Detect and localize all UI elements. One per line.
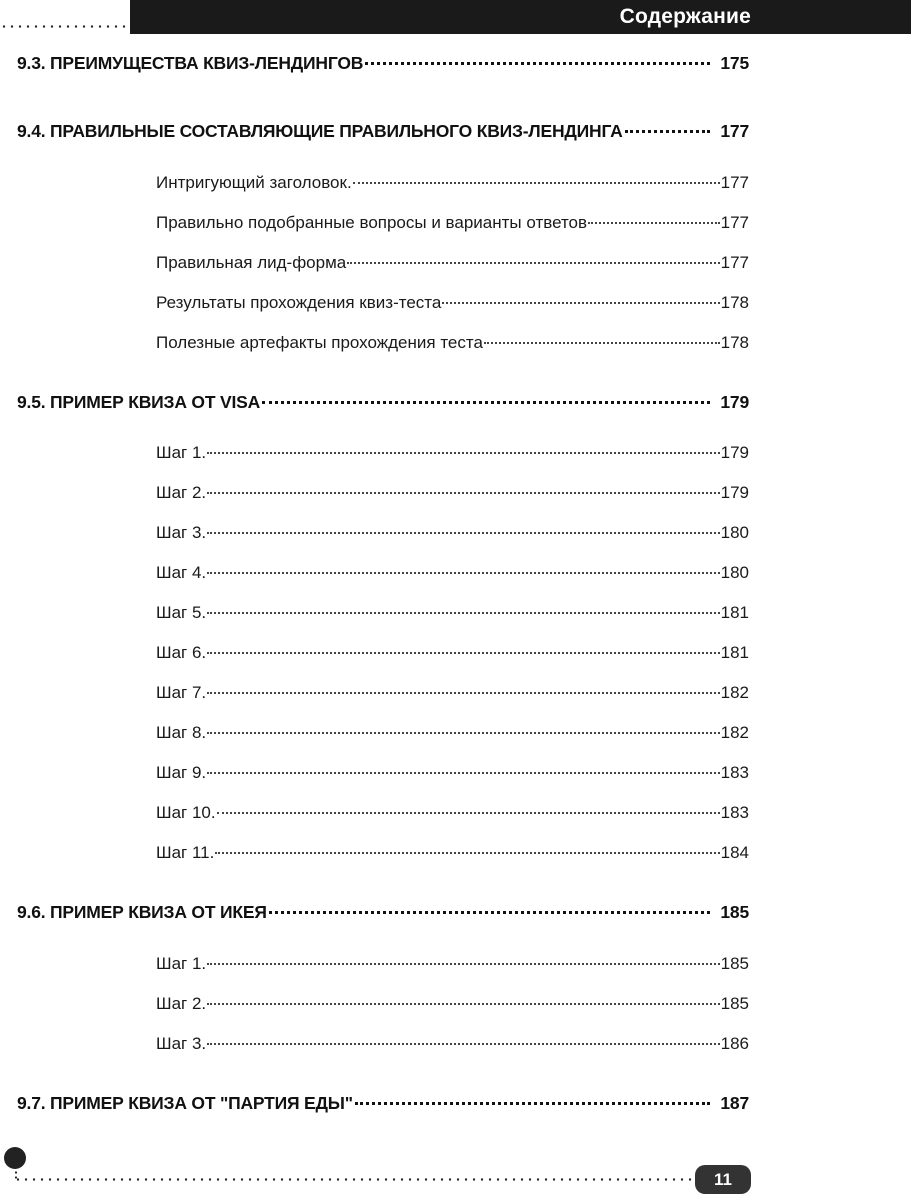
toc-subsection-entry[interactable] xyxy=(156,563,749,583)
toc-entry-page: 184 xyxy=(720,843,749,862)
toc-dot-leader xyxy=(207,732,719,734)
toc-entry-page: 183 xyxy=(720,763,749,782)
toc-dot-leader xyxy=(262,401,710,404)
toc-dot-leader xyxy=(269,911,711,914)
toc-entry-page: 183 xyxy=(720,803,749,822)
toc-entry-page: 179 xyxy=(720,483,749,502)
toc-subsection-entry[interactable] xyxy=(156,803,749,823)
toc-subsection-entry[interactable] xyxy=(156,603,749,623)
toc-dot-leader xyxy=(207,1043,719,1045)
toc-subsection-entry[interactable] xyxy=(156,173,749,193)
toc-subsection-entry[interactable] xyxy=(156,293,749,313)
toc-entry-title: Шаг 3. xyxy=(156,523,207,542)
toc-dot-leader xyxy=(347,262,719,264)
toc-dot-leader xyxy=(207,652,719,654)
toc-entry-title: Правильная лид-форма xyxy=(156,253,347,272)
toc-entry-title: Шаг 8. xyxy=(156,723,207,742)
toc-subsection-entry[interactable] xyxy=(156,843,749,863)
page-number-badge: 11 xyxy=(695,1165,751,1194)
toc-entry-page: 177 xyxy=(720,213,749,232)
toc-subsection-entry[interactable] xyxy=(156,333,749,353)
toc-section-entry[interactable] xyxy=(17,53,749,74)
toc-dot-leader xyxy=(207,963,719,965)
toc-entry-page: 186 xyxy=(720,1034,749,1053)
toc-entry-title: Шаг 1. xyxy=(156,954,207,973)
toc-entry-title: Шаг 1. xyxy=(156,443,207,462)
toc-dot-leader xyxy=(207,532,719,534)
toc-entry-title: Правильно подобранные вопросы и варианты ответов xyxy=(156,213,588,232)
toc-subsection-entry[interactable] xyxy=(156,683,749,703)
toc-dot-leader xyxy=(207,452,719,454)
toc-entry-title: Шаг 5. xyxy=(156,603,207,622)
toc-entry-page: 182 xyxy=(720,723,749,742)
toc-entry-page: 175 xyxy=(720,53,749,73)
toc-dot-leader xyxy=(355,1102,711,1105)
toc-section-entry[interactable] xyxy=(17,1093,749,1114)
toc-entry-page: 179 xyxy=(720,392,749,412)
toc-entry-page: 179 xyxy=(720,443,749,462)
toc-dot-leader xyxy=(207,492,719,494)
toc-entry-page: 180 xyxy=(720,523,749,542)
toc-section-entry[interactable] xyxy=(17,392,749,413)
footer-dotted-rule xyxy=(14,1178,704,1181)
toc-entry-title: Шаг 9. xyxy=(156,763,207,782)
toc-section-entry[interactable] xyxy=(17,902,749,923)
toc-dot-leader xyxy=(207,692,719,694)
toc-entry-title: Шаг 6. xyxy=(156,643,207,662)
toc-dot-leader xyxy=(625,130,711,133)
toc-entry-page: 185 xyxy=(720,902,749,922)
toc-section-entry[interactable] xyxy=(17,121,749,142)
toc-entry-page: 178 xyxy=(720,293,749,312)
toc-entry-page: 177 xyxy=(720,173,749,192)
toc-entry-title: 9.5. ПРИМЕР КВИЗА ОТ VISA xyxy=(17,392,261,412)
toc-entry-title: Шаг 2. xyxy=(156,483,207,502)
toc-dot-leader xyxy=(588,222,720,224)
toc-entry-page: 185 xyxy=(720,954,749,973)
toc-dot-leader xyxy=(217,812,720,814)
toc-dot-leader xyxy=(207,772,719,774)
toc-subsection-entry[interactable] xyxy=(156,1034,749,1054)
toc-dot-leader xyxy=(484,342,720,344)
toc-subsection-entry[interactable] xyxy=(156,954,749,974)
toc-entry-title: 9.3. ПРЕИМУЩЕСТВА КВИЗ-ЛЕНДИНГОВ xyxy=(17,53,364,73)
toc-dot-leader xyxy=(442,302,719,304)
toc-entry-title: Полезные артефакты прохождения теста xyxy=(156,333,483,352)
toc-subsection-entry[interactable] xyxy=(156,253,749,273)
toc-entry-page: 181 xyxy=(720,643,749,662)
toc-entry-page: 185 xyxy=(720,994,749,1013)
toc-entry-title: 9.7. ПРИМЕР КВИЗА ОТ "ПАРТИЯ ЕДЫ" xyxy=(17,1093,353,1113)
toc-dot-leader xyxy=(365,62,710,65)
toc-dot-leader xyxy=(207,1003,719,1005)
toc-entry-title: 9.4. ПРАВИЛЬНЫЕ СОСТАВЛЯЮЩИЕ ПРАВИЛЬНОГО КВИЗ-ЛЕНДИНГА xyxy=(17,121,623,141)
toc-entry-page: 182 xyxy=(720,683,749,702)
toc-entry-title: Шаг 3. xyxy=(156,1034,207,1053)
toc-dot-leader xyxy=(207,572,719,574)
toc-subsection-entry[interactable] xyxy=(156,443,749,463)
toc-entry-title: 9.6. ПРИМЕР КВИЗА ОТ ИКЕЯ xyxy=(17,902,267,922)
toc-dot-leader xyxy=(207,612,719,614)
toc-entry-page: 177 xyxy=(720,253,749,272)
toc-subsection-entry[interactable] xyxy=(156,483,749,503)
toc-entry-title: Шаг 10. xyxy=(156,803,216,822)
toc-subsection-entry[interactable] xyxy=(156,723,749,743)
toc-entry-page: 181 xyxy=(720,603,749,622)
toc-entry-title: Шаг 7. xyxy=(156,683,207,702)
toc-subsection-entry[interactable] xyxy=(156,523,749,543)
toc-dot-leader xyxy=(353,182,720,184)
toc-entry-title: Результаты прохождения квиз-теста xyxy=(156,293,442,312)
toc-entry-title: Шаг 4. xyxy=(156,563,207,582)
toc-entry-page: 180 xyxy=(720,563,749,582)
toc-subsection-entry[interactable] xyxy=(156,763,749,783)
toc-entry-page: 187 xyxy=(720,1093,749,1113)
toc-entry-page: 177 xyxy=(720,121,749,141)
toc-dot-leader xyxy=(215,852,719,854)
toc-entry-title: Шаг 2. xyxy=(156,994,207,1013)
toc-subsection-entry[interactable] xyxy=(156,213,749,233)
toc-subsection-entry[interactable] xyxy=(156,643,749,663)
toc-entry-title: Интригующий заголовок. xyxy=(156,173,352,192)
toc-entry-page: 178 xyxy=(720,333,749,352)
toc-subsection-entry[interactable] xyxy=(156,994,749,1014)
header-title: Содержание xyxy=(619,5,751,28)
toc-entry-title: Шаг 11. xyxy=(156,843,215,862)
footer-pin-line xyxy=(15,1160,17,1179)
